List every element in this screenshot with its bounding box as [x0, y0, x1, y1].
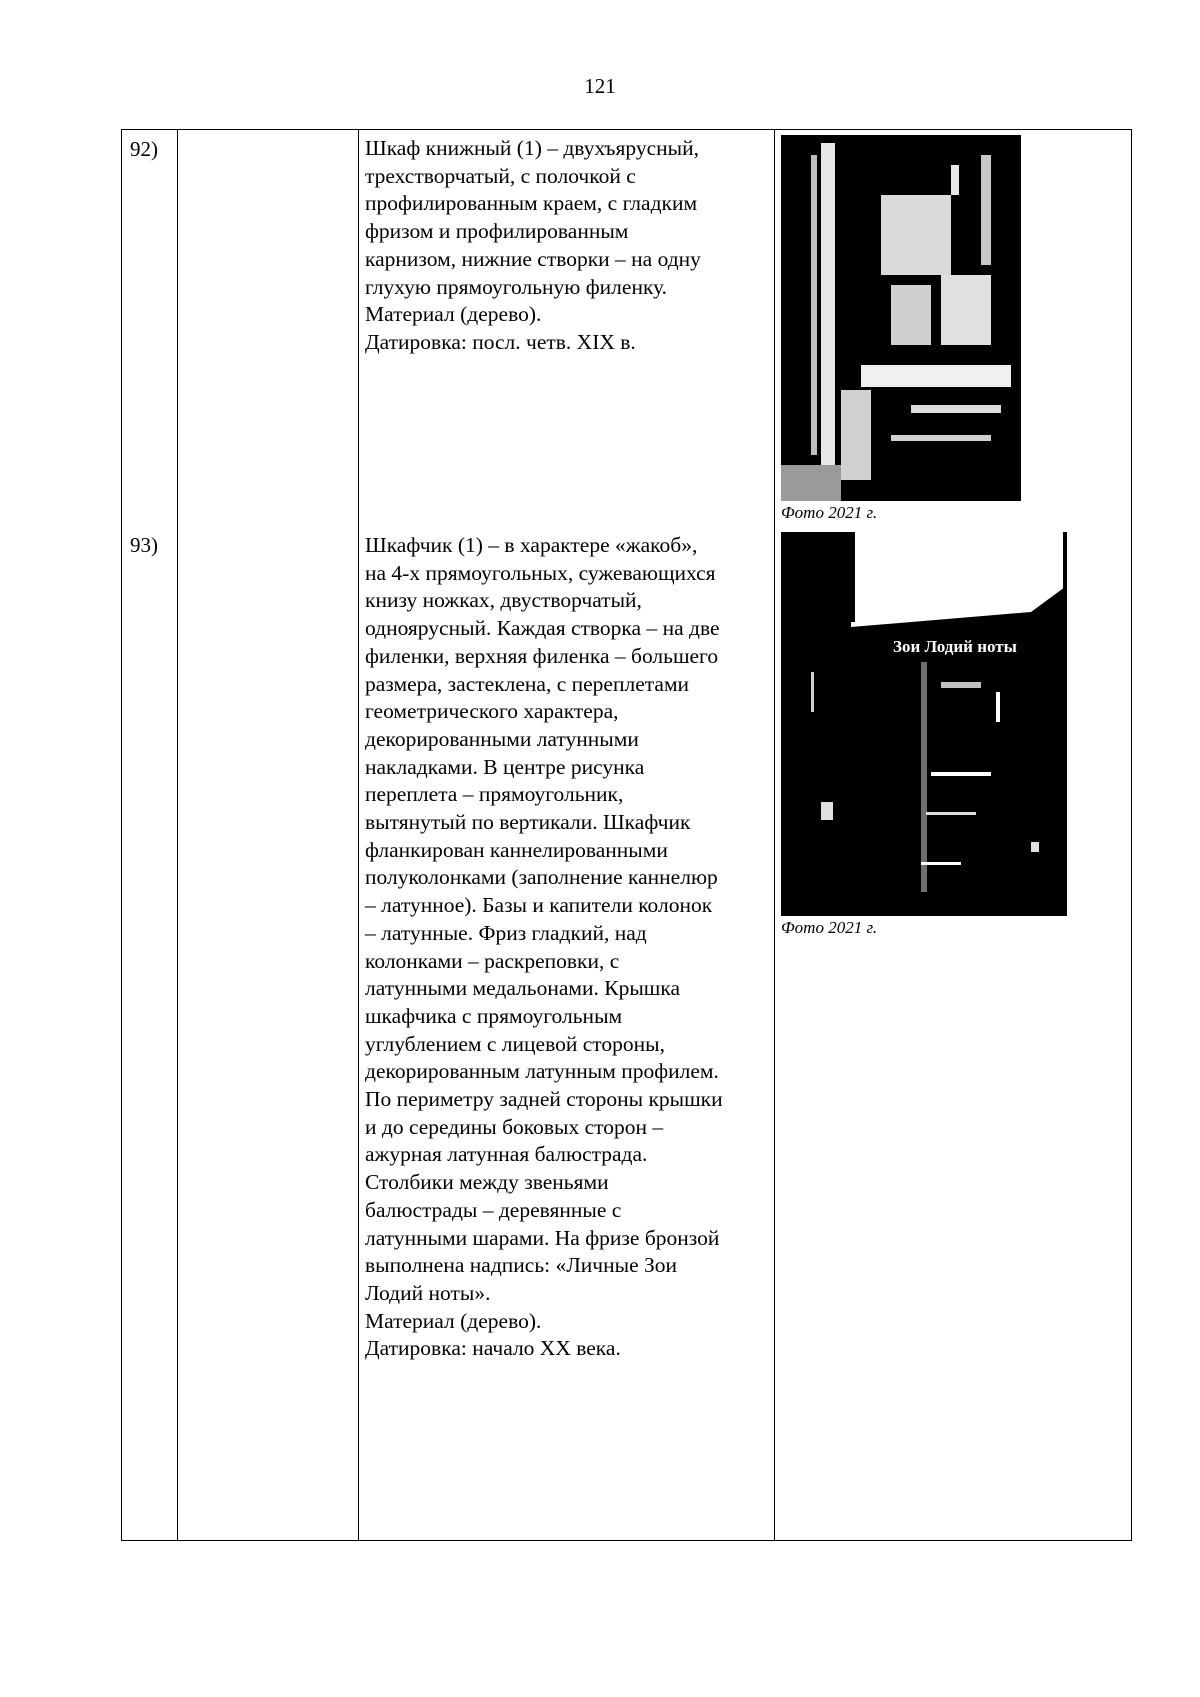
cabinet-photo: [781, 532, 1067, 916]
photo-caption: Фото 2021 г.: [781, 503, 878, 522]
row-number: 92): [130, 137, 158, 161]
page-number: 121: [584, 74, 616, 98]
bookcase-photo: [781, 135, 1021, 501]
photo-caption: Фото 2021 г.: [781, 918, 878, 937]
item-description: Шкафчик (1) – в характере «жакоб», на 4-х прямоугольных, сужевающихся книзу ножках, двустворчатый, одноярусный. Каждая створка – на две филенки, верхняя филенка – большего размера, застеклена, с переплетами геометрического характера, декорированными латунными накладками. В центре рисунка переплета – прямоугольник, вытянутый по вертикали. Шкафчик фланкирован каннелированными полуколонками (заполнение каннелюр – латунное). Базы и капители колонок – латунные. Фриз гладкий, над колонками – раскреповки, с латунными медальонами. Крышка шкафчика с прямоугольным углублением с лицевой стороны, декорированным латунным профилем. По периметру задней стороны крышки и до середины боковых сторон – ажурная латунная балюстрада. Столбики между звеньями балюстрады – деревянные с латунными шарами. На фризе бронзой выполнена надпись: «Личные Зои Лодий ноты». Материал (дерево). Датировка: начало XX века.: [365, 533, 723, 1361]
item-photo-block: [781, 532, 1067, 938]
inventory-table: [121, 129, 1132, 1541]
column-divider: [358, 130, 359, 1540]
cabinet-inscription: Зои Лодий ноты: [893, 637, 1017, 656]
row-number: 93): [130, 533, 158, 557]
item-description: Шкаф книжный (1) – двухъярусный, трехстворчатый, с полочкой с профилированным краем, с гладким фризом и профилированным карнизом, нижние створки – на одну глухую прямоугольную филенку. Материал (дерево). Датировка: посл. четв. XIX в.: [365, 136, 701, 354]
column-divider: [177, 130, 178, 1540]
item-photo-block: [781, 135, 1021, 523]
